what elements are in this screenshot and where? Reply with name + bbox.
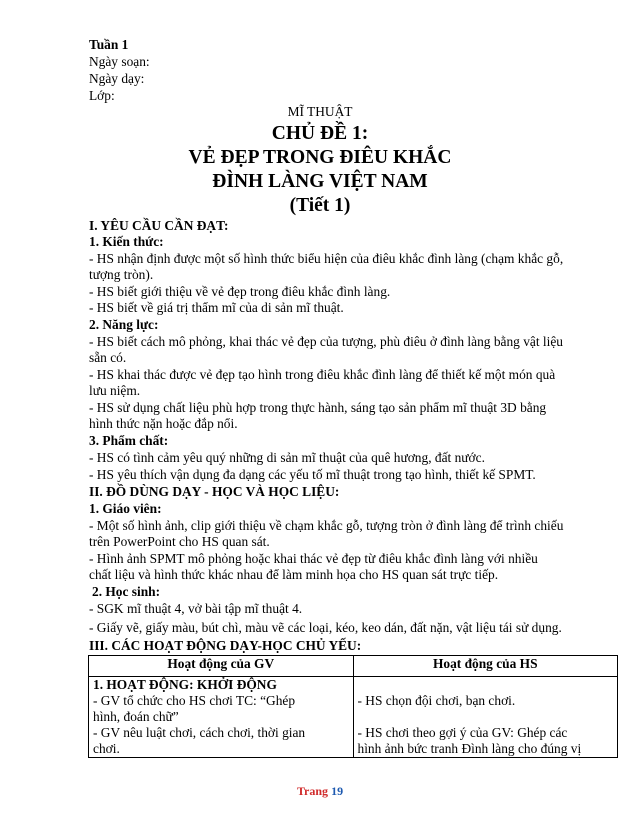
- teacher-heading: 1. Giáo viên:: [89, 501, 162, 516]
- section-1-heading: I. YÊU CẦU CẦN ĐẠT:: [89, 218, 229, 233]
- student-activity-spacer: [358, 677, 614, 693]
- column-header-student: Hoạt động của HS: [353, 656, 618, 677]
- table-header-row: [89, 656, 618, 677]
- teacher-activity-line: hình, đoán chữ”: [93, 709, 179, 724]
- prep-date-label: Ngày soạn:: [89, 54, 150, 69]
- student-heading: 2. Học sinh:: [92, 584, 161, 599]
- teacher-line: - Hình ảnh SPMT mô phỏng hoặc khai thác vẻ đẹp từ điêu khắc đình làng với nhiều: [89, 551, 538, 566]
- knowledge-line: - HS biết giới thiệu về vẻ đẹp trong điêu khắc đình làng.: [89, 284, 391, 299]
- page-number: 19: [331, 784, 344, 798]
- page-label: Trang: [296, 784, 329, 798]
- knowledge-heading: 1. Kiến thức:: [89, 234, 164, 249]
- teacher-line: trên PowerPoint cho HS quan sát.: [89, 534, 270, 549]
- competence-line: hình thức nặn hoặc đắp nổi.: [89, 416, 238, 431]
- competence-line: - HS biết cách mô phỏng, khai thác vẻ đẹp của tượng, phù điêu ở đình làng bằng vật liệu: [89, 334, 563, 349]
- student-activity-line: - HS chọn đội chơi, bạn chơi.: [357, 693, 516, 708]
- page-footer: [0, 784, 640, 799]
- qualities-heading: 3. Phẩm chất:: [89, 433, 169, 448]
- teacher-activity-line: chơi.: [93, 741, 120, 756]
- topic-line-2: ĐÌNH LÀNG VIỆT NAM: [212, 171, 428, 192]
- activity-heading: 1. HOẠT ĐỘNG: KHỞI ĐỘNG: [93, 677, 277, 692]
- week-label: Tuần 1: [89, 37, 129, 52]
- qualities-line: - HS có tình cảm yêu quý những di sản mĩ thuật của quê hương, đất nước.: [89, 450, 485, 465]
- table-row: [89, 677, 618, 758]
- topic-line-1: VẺ ĐẸP TRONG ĐIÊU KHẮC: [188, 147, 452, 168]
- competence-line: lưu niệm.: [89, 383, 141, 398]
- teacher-activity-line: - GV tổ chức cho HS chơi TC: “Ghép: [93, 693, 296, 708]
- student-activity-cell: [353, 677, 618, 758]
- section-2-heading: II. ĐỒ DÙNG DẠY - HỌC VÀ HỌC LIỆU:: [89, 484, 340, 499]
- section-3-heading: III. CÁC HOẠT ĐỘNG DẠY-HỌC CHỦ YẾU:: [89, 638, 362, 653]
- topic-title: CHỦ ĐỀ 1:: [271, 123, 369, 144]
- knowledge-line: - HS nhận định được một số hình thức biểu hiện của điêu khắc đình làng (chạm khắc gỗ,: [89, 251, 564, 266]
- student-activity-line: hình ảnh bức tranh Đình làng cho đúng vị: [357, 741, 582, 756]
- column-header-teacher: Hoạt động của GV: [89, 656, 354, 677]
- knowledge-line: - HS biết về giá trị thẩm mĩ của di sản mĩ thuật.: [89, 300, 344, 315]
- subject-title: MĨ THUẬT: [287, 104, 353, 119]
- student-line: - SGK mĩ thuật 4, vở bài tập mĩ thuật 4.: [89, 601, 303, 616]
- student-activity-spacer: [358, 709, 614, 725]
- lesson-number: (Tiết 1): [289, 195, 351, 216]
- competence-heading: 2. Năng lực:: [89, 317, 159, 332]
- competence-line: - HS khai thác được vẻ đẹp tạo hình trong điêu khắc đình làng để thiết kế một món quà: [89, 367, 556, 382]
- teacher-line: chất liệu và hình thức khác nhau để làm minh họa cho HS quan sát trực tiếp.: [89, 567, 499, 582]
- knowledge-line: tượng tròn).: [89, 267, 154, 282]
- teacher-activity-cell: [89, 677, 354, 758]
- competence-line: - HS sử dụng chất liệu phù hợp trong thực hành, sáng tạo sản phẩm mĩ thuật 3D bằng: [89, 400, 547, 415]
- teacher-activity-line: - GV nêu luật chơi, cách chơi, thời gian: [93, 725, 306, 740]
- activities-table: [88, 655, 618, 758]
- competence-line: sẵn có.: [89, 350, 127, 365]
- teacher-line: - Một số hình ảnh, clip giới thiệu về chạm khắc gỗ, tượng tròn ở đình làng để trình chiếu: [89, 518, 564, 533]
- qualities-line: - HS yêu thích vận dụng đa dạng các yếu tố mĩ thuật trong tạo hình, thiết kế SPMT.: [89, 467, 536, 482]
- teach-date-label: Ngày dạy:: [89, 71, 145, 86]
- class-label: Lớp:: [89, 88, 115, 103]
- student-activity-line: - HS chơi theo gợi ý của GV: Ghép các: [357, 725, 568, 740]
- student-line: - Giấy vẽ, giấy màu, bút chì, màu vẽ các loại, kéo, keo dán, đất nặn, vật liệu tái sử dụng.: [89, 620, 562, 635]
